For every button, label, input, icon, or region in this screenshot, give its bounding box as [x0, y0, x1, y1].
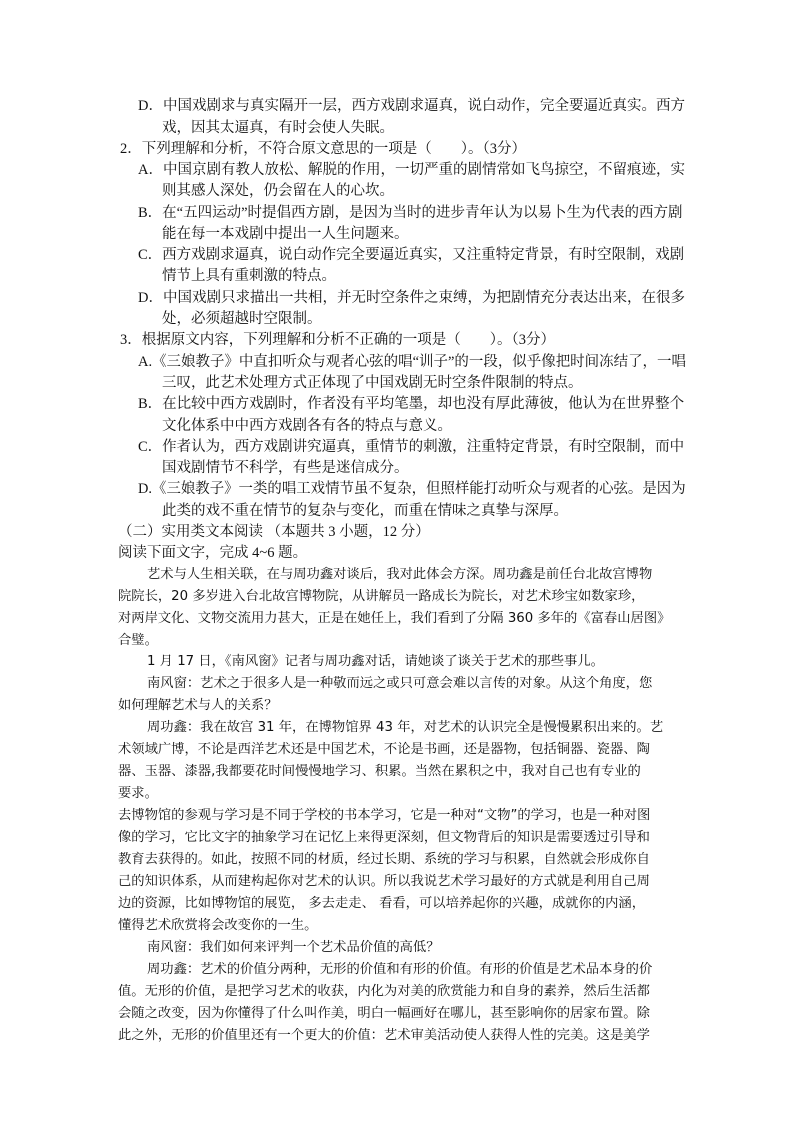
article-p1-line3: 对两岸文化、文物交流用力甚大，正是在她任上，我们看到了分隔 360 多年的《富春山居图》 — [118, 611, 671, 626]
q3-option-d-line1: D.《三娘教子》一类的唱工戏情节虽不复杂，但照样能打动听众与观者的心弦。是因为 — [138, 481, 686, 497]
question-3-stem: 3．根据原文内容，下列理解和分析不正确的一项是（ ）。（3分） — [120, 332, 555, 348]
q3-option-a-line2: 三叹，此艺术处理方式正体现了中国戏剧无时空条件限制的特点。 — [162, 375, 583, 391]
article-q1-line1: 南风窗：艺术之于很多人是一种敬而远之或只可意会难以言传的对象。从这个角度，您 — [147, 676, 653, 691]
q3-option-a-line1: A.《三娘教子》中直扣听众与观者心弦的唱“训子”的一段，似乎像把时间冻结了，一唱 — [138, 354, 686, 370]
article-p3-line6: 懂得艺术欣赏将会改变你的一生。 — [118, 918, 318, 933]
section-heading: （二）实用类文本阅读 （本题共 3 小题，12 分） — [118, 524, 430, 540]
article-p1-line2: 院院长，20 多岁进入台北故宫博物院，从讲解员一路成长为院长，对艺术珍宝如数家珍， — [118, 589, 645, 604]
q3-option-c-line2: 国戏剧情节不科学，有些是迷信成分。 — [162, 460, 409, 476]
article-q1-line2: 如何理解艺术与人的关系？ — [118, 698, 278, 713]
article-p2: 1 月 17 日，《南风窗》记者与周功鑫对话，请她谈了谈关于艺术的那些事儿。 — [147, 654, 604, 669]
q2-option-a-line2: 则其感人深处，仍会留在人的心坎。 — [162, 183, 394, 199]
q3-option-d-line2: 此类的戏不重在情节的复杂与变化，而重在情味之真挚与深厚。 — [162, 503, 568, 519]
question-2-stem: 2．下列理解和分析，不符合原文意思的一项是（ ）。（3分） — [120, 141, 526, 157]
article-a1-line2: 术领域广博，不论是西洋艺术还是中国艺术，不论是书画，还是器物，包括铜器、瓷器、陶 — [118, 742, 650, 757]
article-a1-line1: 周功鑫：我在故宫 31 年，在博物馆界 43 年，对艺术的认识完全是慢慢累积出来的。艺 — [147, 720, 664, 735]
article-p1-line4: 合璧。 — [118, 633, 158, 648]
q1-option-d-line1: D．中国戏剧求与真实隔开一层，西方戏剧求逼真，说白动作，完全要逼近真实。西方 — [138, 98, 685, 114]
article-p3-line4: 己的知识体系，从而建构起你对艺术的认识。所以我说艺术学习最好的方式就是利用自己周 — [118, 874, 650, 889]
article-a2-line3: 会随之改变，因为你懂得了什么叫作美，明白一幅画好在哪儿，甚至影响你的居家布置。除 — [118, 1006, 650, 1021]
q3-option-b-line1: B．在比较中西方戏剧时，作者没有平均笔墨，却也没有厚此薄彼，他认为在世界整个 — [138, 396, 685, 412]
q2-option-c-line2: 情节上具有重刺激的特点。 — [162, 268, 336, 284]
article-a2-line2: 值。无形的价值，是把学习艺术的收获，内化为对美的欣赏能力和自身的素养，然后生活都 — [118, 984, 650, 999]
article-q2: 南风窗：我们如何来评判一个艺术品价值的高低？ — [147, 940, 440, 955]
q2-option-a-line1: A．中国京剧有教人放松、解脱的作用，一切严重的剧情常如飞鸟掠空，不留痕迹，实 — [138, 162, 685, 178]
article-a1-line3: 器、玉器、漆器,我都要花时间慢慢地学习、积累。当然在累积之中，我对自己也有专业的 — [118, 764, 641, 779]
article-p3-line3: 教育去获得的。如此，按照不同的材质，经过长期、系统的学习与积累，自然就会形成你自 — [118, 852, 650, 867]
q2-option-d-line1: D．中国戏剧只求描出一共相，并无时空条件之束缚，为把剧情充分表达出来，在很多 — [138, 290, 685, 306]
q2-option-d-line2: 处，必须超越时空限制。 — [162, 311, 322, 327]
article-p1-line1: 艺术与人生相关联，在与周功鑫对谈后，我对此体会方深。周功鑫是前任台北故宫博物 — [147, 567, 653, 582]
article-a1-line4: 要求。 — [118, 786, 158, 801]
q2-option-c-line1: C．西方戏剧求逼真，说白动作完全要逼近真实，又注重特定背景，有时空限制，戏剧 — [138, 247, 685, 263]
q2-option-b-line2: 能在每一本戏剧中提出一人生问题来。 — [162, 226, 409, 242]
article-a2-line4: 此之外，无形的价值里还有一个更大的价值：艺术审美活动使人获得人性的完美。这是美学 — [118, 1028, 650, 1043]
article-p3-line1: 去博物馆的参观与学习是不同于学校的书本学习，它是一种对“文物”的学习，也是一种对图 — [118, 808, 651, 823]
q3-option-c-line1: C．作者认为，西方戏剧讲究逼真，重情节的刺激，注重特定背景，有时空限制，而中 — [138, 439, 685, 455]
article-p3-line5: 边的资源，比如博物馆的展览， 多去走走、 看看，可以培养起你的兴趣，成就你的内涵， — [118, 896, 646, 911]
reading-instruction: 阅读下面文字，完成 4~6 题。 — [118, 545, 308, 561]
q2-option-b-line1: B．在“五四运动”时提倡西方剧，是因为当时的进步青年认为以易卜生为代表的西方剧 — [138, 205, 683, 221]
article-p3-line2: 像的学习，它比文字的抽象学习在记忆上来得更深刻，但文物背后的知识是需要透过引导和 — [118, 830, 650, 845]
article-a2-line1: 周功鑫：艺术的价值分两种，无形的价值和有形的价值。有形的价值是艺术品本身的价 — [147, 962, 653, 977]
q1-option-d-line2: 戏，因其太逼真，有时会使人失眠。 — [162, 120, 394, 136]
q3-option-b-line2: 文化体系中中西方戏剧各有各的特点与意义。 — [162, 418, 452, 434]
